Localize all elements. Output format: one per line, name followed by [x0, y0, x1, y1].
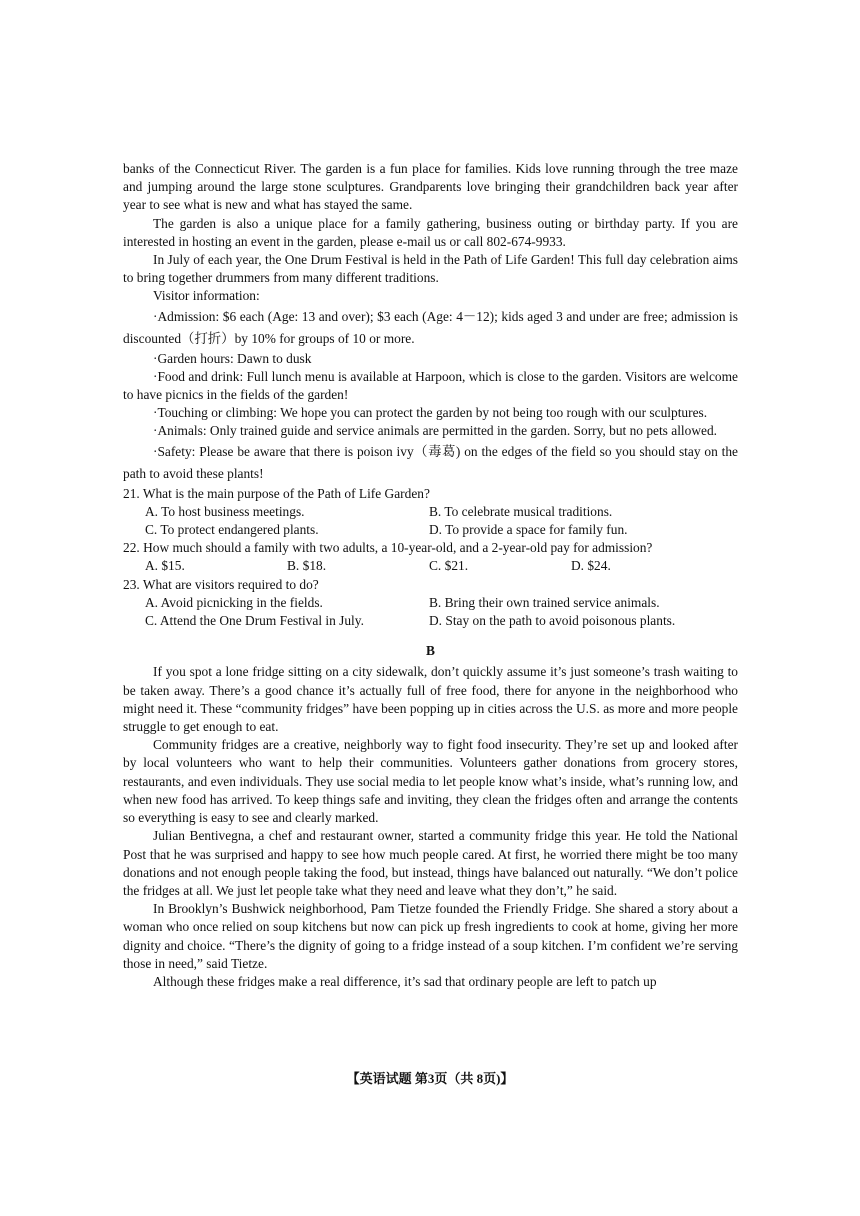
exam-page-body	[123, 160, 738, 991]
option-21-c: C. To protect endangered plants.	[145, 522, 319, 538]
question-22: 22. How much should a family with two adults, a 10-year-old, and a 2-year-old pay for admission?	[123, 540, 653, 556]
option-23-d: D. Stay on the path to avoid poisonous plants.	[429, 613, 676, 629]
question-21: 21. What is the main purpose of the Path of Life Garden?	[123, 485, 430, 501]
passage-b-paragraph-3: Julian Bentivegna, a chef and restaurant owner, started a community fridge this year. He told the National Post that he was surprised and happy to see how much people cared. At first, he worried there might be too many donations and not enough people taking the food, but instead, things have balanced out naturally. “We don’t police the fridges at all. We just let people take what they need and leave what they don’t,” he said.	[123, 828, 738, 898]
option-21-b: B. To celebrate musical traditions.	[429, 503, 613, 519]
safety-info: ·Safety: Please be aware that there is poison ivy（毒葛) on the edges of the field so you should stay on the path to avoid these plants!	[123, 443, 738, 481]
passage-a-paragraph-2: The garden is also a unique place for a family gathering, business outing or birthday party. If you are interested in hosting an event in the garden, please e-mail us or call 802-674-9933.	[123, 215, 738, 249]
option-23-c: C. Attend the One Drum Festival in July.	[145, 613, 364, 629]
passage-b-paragraph-2: Community fridges are a creative, neighborly way to fight food insecurity. They’re set up and looked after by local volunteers who want to help their communities. Volunteers gather donations from grocery stores, restaurants, and even individuals. They use social media to let people know what’s inside, what’s running low, and when new food has arrived. To keep things safe and inviting, they clean the fridges often and arrange the contents so everything is easy to see and clearly marked.	[123, 737, 738, 826]
option-21-a: A. To host business meetings.	[145, 503, 305, 519]
passage-a-paragraph-3: In July of each year, the One Drum Festival is held in the Path of Life Garden! This full day celebration aims to bring together drummers from many different traditions.	[123, 252, 738, 286]
admission-info: ·Admission: $6 each (Age: 13 and over); $3 each (Age: 4－12); kids aged 3 and under are free; admission is discounted（打折）by 10% for groups of 10 or more.	[123, 308, 738, 346]
animals-info: ·Animals: Only trained guide and service animals are permitted in the garden. Sorry, but no pets allowed.	[153, 423, 717, 439]
food-drink-info: ·Food and drink: Full lunch menu is available at Harpoon, which is close to the garden. Visitors are welcome to have picnics in the fields of the garden!	[123, 368, 738, 403]
option-23-b: B. Bring their own trained service animals.	[429, 594, 660, 610]
option-22-c: C. $21.	[429, 558, 469, 574]
question-21-options	[123, 503, 738, 539]
visitor-info-heading: Visitor information:	[153, 288, 260, 304]
question-22-options	[123, 557, 738, 575]
option-21-d: D. To provide a space for family fun.	[429, 522, 628, 538]
section-b-heading: B	[426, 643, 435, 659]
option-23-a: A. Avoid picnicking in the fields.	[145, 594, 323, 610]
option-22-b: B. $18.	[287, 558, 327, 574]
passage-b-paragraph-4: In Brooklyn’s Bushwick neighborhood, Pam Tietze founded the Friendly Fridge. She shared a story about a woman who once relied on soup kitchens but now can pick up fresh ingredients to cook at home, giving her more dignity and choice. “There’s the dignity of going to a fridge instead of a soup kitchen. I’m confident we’re serving those in need,” said Tietze.	[123, 901, 738, 971]
garden-hours-info: ·Garden hours: Dawn to dusk	[153, 350, 312, 366]
option-22-a: A. $15.	[145, 558, 185, 574]
question-23-options	[123, 594, 738, 630]
option-22-d: D. $24.	[571, 558, 611, 574]
page-footer: 【英语试题 第3页（共 8页)】	[346, 1071, 514, 1086]
touching-info: ·Touching or climbing: We hope you can protect the garden by not being too rough with our sculptures.	[153, 405, 708, 421]
passage-b-paragraph-1: If you spot a lone fridge sitting on a city sidewalk, don’t quickly assume it’s just someone’s trash waiting to be taken away. There’s a good chance it’s actually full of free food, there for anyone in the neighborhood who might need it. These “community fridges” have been popping up in cities across the U.S. as more and more people struggle to get enough to eat.	[123, 664, 738, 735]
question-23: 23. What are visitors required to do?	[123, 576, 319, 592]
passage-a-paragraph-1: banks of the Connecticut River. The garden is a fun place for families. Kids love running through the tree maze and jumping around the large stone sculptures. Grandparents love bringing their grandchildren back year after year to see what is new and what has stayed the same.	[123, 161, 738, 213]
passage-b-paragraph-5: Although these fridges make a real difference, it’s sad that ordinary people are left to patch up	[153, 973, 657, 989]
